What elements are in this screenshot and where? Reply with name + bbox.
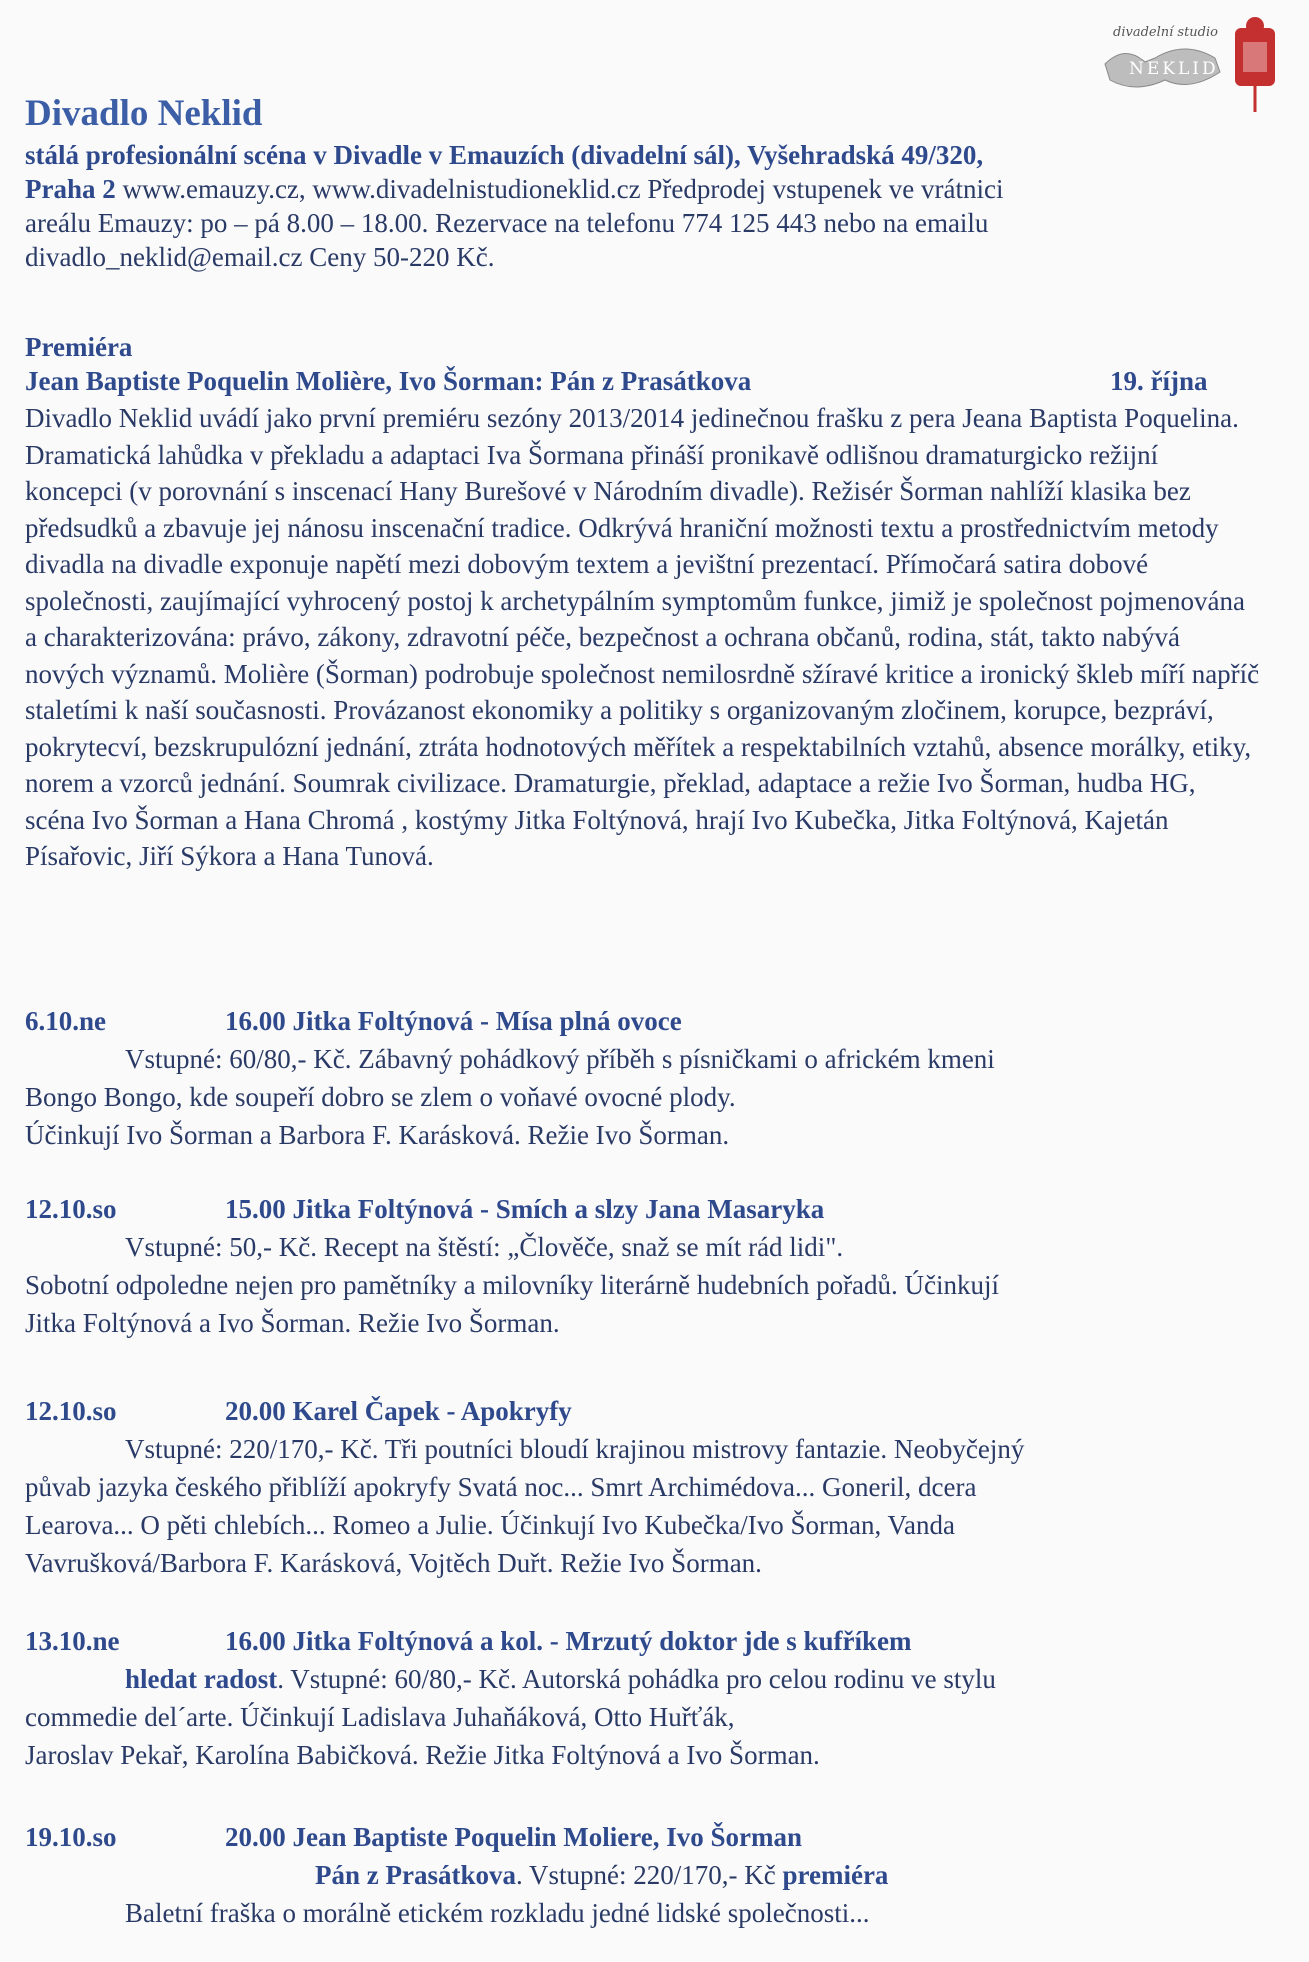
- event-text-2: Bongo Bongo, kde soupeří dobro se zlem o voňavé ovocné plody.: [25, 1082, 736, 1112]
- event-date: 19.10.so: [25, 1822, 117, 1852]
- intro-presale: Předprodej vstupenek ve vrátnici: [647, 174, 1004, 204]
- theatre-masks-icon: [1095, 14, 1305, 124]
- event-date: 13.10.ne: [25, 1626, 120, 1656]
- event-date: 6.10.ne: [25, 1006, 106, 1036]
- event-text-2: commedie del´arte. Účinkují Ladislava Juhaňáková, Otto Huřťák,: [25, 1702, 735, 1732]
- event-text: . Vstupné: 220/170,- Kč: [515, 1860, 783, 1890]
- event-title: 16.00 Jitka Foltýnová a kol. - Mrzutý doktor jde s kufříkem: [225, 1626, 912, 1656]
- premiere-date: 19. října: [1110, 366, 1208, 396]
- premiere-description: Divadlo Neklid uvádí jako první premiéru sezóny 2013/2014 jedinečnou frašku z pera Jeana Baptista Poquelina. Dramatická lahůdka v překladu a adaptaci Iva Šormana přináší pronikavě odlišnou dramaturgicko režijní koncepci (v porovnání s inscenací Hany Burešové v Národním divadle). Režisér Šorman nahlíží klasika bez předsudků a zbavuje jej nánosu inscenační tradice. Odkrývá hraniční možnosti textu a prostřednictvím metody divadla na divadle exponuje napětí mezi dobovým textem a jevištní prezentací. Přímočará satira dobové společnosti, zaujímající vyhrocený postoj k archetypálním symptomům funkce, jimiž je společnost pojmenována a charakterizována: právo, zákony, zdravotní péče, bezpečnost a ochrana občanů, rodina, stát, takto nabývá nových významů. Molière (Šorman) podrobuje společnost nemilosrdně sžíravé kritice a ironický škleb míří napříč staletími k naší současnosti. Provázanost ekonomiky a politiky s organizovaným zločinem, korupce, bezpráví, pokrytecví, bezskrupulózní jednání, ztráta hodnotových měřítek a respektabilních vztahů, absence morálky, etiky, norem a vzorců jednání. Soumrak civilizace. Dramaturgie, překlad, adaptace a režie Ivo Šorman, hudba HG, scéna Ivo Šorman a Hana Chromá , kostýmy Jitka Foltýnová, hrají Ivo Kubečka, Jitka Foltýnová, Kajetán Písařovic, Jiří Sýkora a Hana Tunová.: [25, 403, 1260, 871]
- event-text-3: Jaroslav Pekař, Karolína Babičková. Režie Jitka Foltýnová a Ivo Šorman.: [25, 1740, 820, 1770]
- event-4: [25, 1622, 1260, 1774]
- neklid-logo: [1095, 14, 1305, 124]
- event-text: . Vstupné: 60/80,- Kč. Autorská pohádka pro celou rodinu ve stylu: [277, 1664, 996, 1694]
- event-2: [25, 1190, 1260, 1342]
- premiere-badge: premiéra: [782, 1860, 889, 1890]
- intro-city: Praha 2: [25, 174, 116, 204]
- event-text-3: Jitka Foltýnová a Ivo Šorman. Režie Ivo Šorman.: [25, 1308, 560, 1338]
- svg-text:NEKLID: NEKLID: [1129, 59, 1219, 79]
- premiere-heading: Jean Baptiste Poquelin Molière, Ivo Šorman: Pán z Prasátkova: [25, 366, 752, 396]
- event-text-3: Účinkují Ivo Šorman a Barbora F. Karásková. Režie Ivo Šorman.: [25, 1120, 730, 1150]
- event-title: 15.00 Jitka Foltýnová - Smích a slzy Jana Masaryka: [225, 1194, 825, 1224]
- intro-line-2: [25, 172, 1004, 206]
- event-text: Vstupné: 60/80,- Kč. Zábavný pohádkový příběh s písničkami o africkém kmeni: [125, 1044, 995, 1074]
- event-3: [25, 1392, 1260, 1582]
- event-title: 20.00 Karel Čapek - Apokryfy: [225, 1396, 572, 1426]
- event-date: 12.10.so: [25, 1396, 117, 1426]
- intro-line-3: areálu Emauzy: po – pá 8.00 – 18.00. Rezervace na telefonu 774 125 443 nebo na emailu: [25, 208, 989, 238]
- event-title-2: hledat radost: [125, 1664, 278, 1694]
- event-date: 12.10.so: [25, 1194, 117, 1224]
- event-text-3: Learova... O pěti chlebích... Romeo a Julie. Účinkují Ivo Kubečka/Ivo Šorman, Vanda: [25, 1510, 955, 1540]
- event-1: [25, 1002, 1260, 1154]
- event-title: 20.00 Jean Baptiste Poquelin Moliere, Ivo Šorman: [225, 1822, 802, 1852]
- event-text-2: půvab jazyka českého přiblíží apokryfy Svatá noc... Smrt Archimédova... Goneril, dcera: [25, 1472, 977, 1502]
- premiere-label: Premiéra: [25, 332, 133, 362]
- event-title: 16.00 Jitka Foltýnová - Mísa plná ovoce: [225, 1006, 682, 1036]
- event-text-4: Vavrušková/Barbora F. Karásková, Vojtěch Duřt. Režie Ivo Šorman.: [25, 1548, 762, 1578]
- neklid-link[interactable]: www.divadelnistudioneklid.cz: [312, 174, 641, 204]
- intro-line-1: stálá profesionální scéna v Divadle v Emauzích (divadelní sál), Vyšehradská 49/320,: [25, 140, 984, 170]
- emauzy-link[interactable]: www.emauzy.cz,: [122, 174, 306, 204]
- svg-text:divadelní studio: divadelní studio: [1113, 25, 1218, 40]
- event-text: Vstupné: 220/170,- Kč. Tři poutníci bloudí krajinou mistrovy fantazie. Neobyčejný: [125, 1434, 1025, 1464]
- event-title-2: Pán z Prasátkova: [315, 1860, 516, 1890]
- event-text: Vstupné: 50,- Kč. Recept na štěstí: „Člověče, snaž se mít rád lidi".: [125, 1232, 844, 1262]
- event-text-2: Sobotní odpoledne nejen pro pamětníky a milovníky literárně hudebních pořadů. Účinkují: [25, 1270, 1000, 1300]
- intro-line-4: divadlo_neklid@email.cz Ceny 50-220 Kč.: [25, 242, 495, 272]
- page-title: Divadlo Neklid: [25, 93, 263, 134]
- event-5: [25, 1818, 1260, 1932]
- event-text-2: Baletní fraška o morálně etickém rozkladu jedné lidské společnosti...: [125, 1898, 870, 1928]
